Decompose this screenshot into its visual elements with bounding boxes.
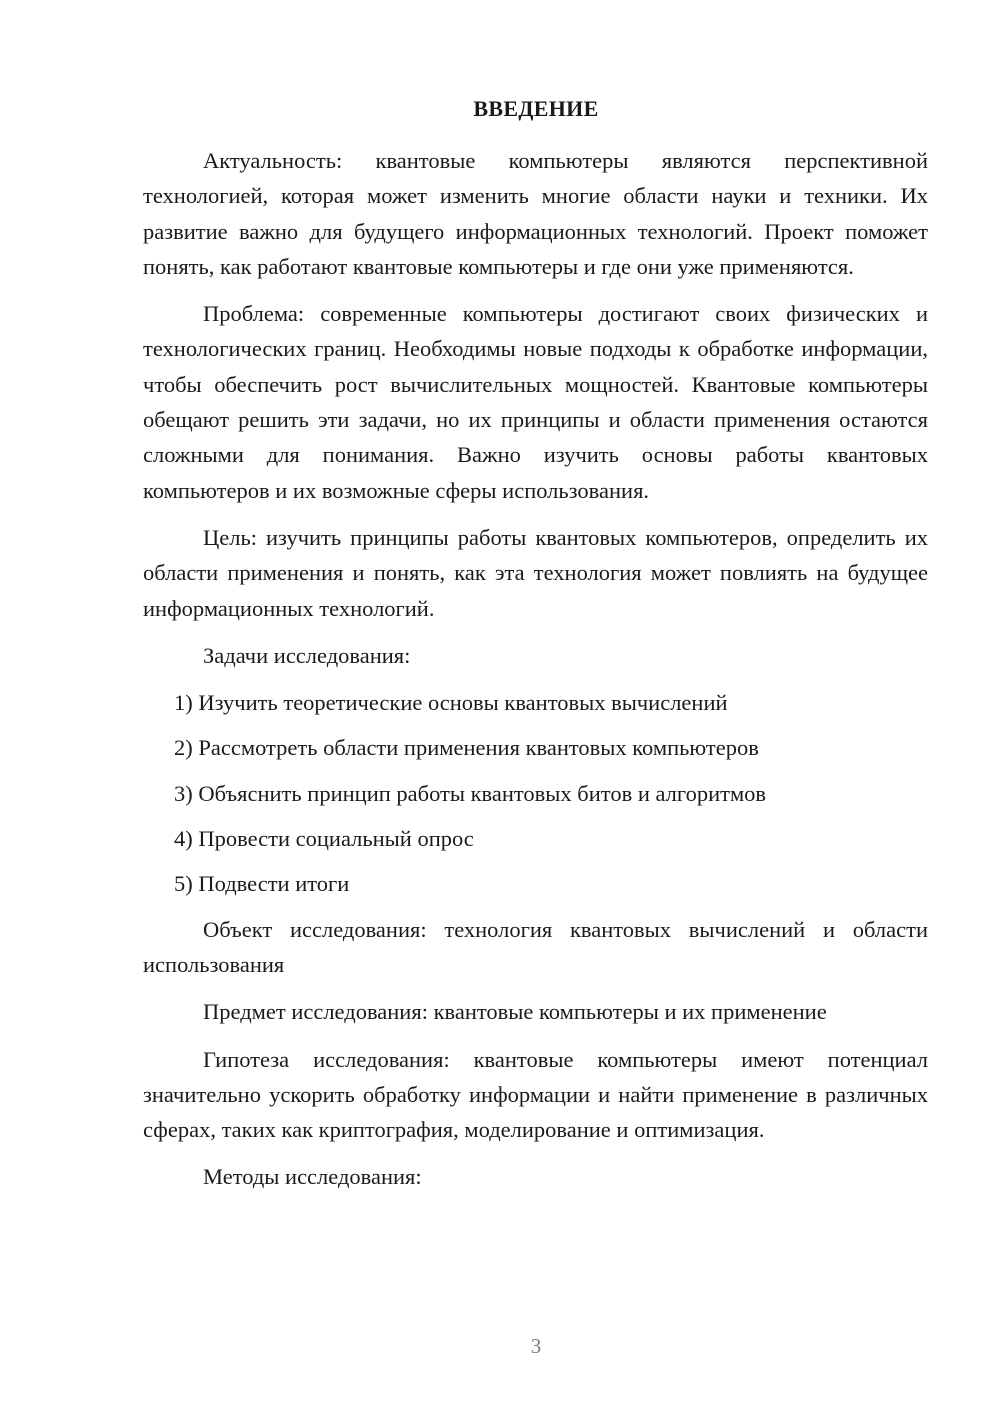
tasks-heading: Задачи исследования: — [203, 642, 411, 668]
page-number: 3 — [530, 1334, 542, 1358]
task-item: 3) Объяснить принцип работы квантовых битов и алгоритмов — [174, 780, 767, 806]
paragraph-relevance: Актуальность: квантовые компьютеры являются перспективной технологией, которая может изменить многие области науки и техники. Их развитие важно для будущего информационных технологий. Проект поможет понять, как работают квантовые компьютеры и где они уже применяются. — [143, 148, 928, 279]
paragraph-goal: Цель: изучить принципы работы квантовых компьютеров, определить их области применения и понять, как эта технология может повлиять на будущее информационных технологий. — [143, 524, 928, 621]
methods-heading: Методы исследования: — [203, 1164, 422, 1190]
task-item: 2) Рассмотреть области применения квантовых компьютеров — [174, 735, 759, 761]
paragraph-subject: Предмет исследования: квантовые компьютеры и их применение — [203, 999, 827, 1025]
task-item: 1) Изучить теоретические основы квантовых вычислений — [174, 690, 728, 716]
task-item: 4) Провести социальный опрос — [174, 826, 474, 852]
paragraph-hypothesis: Гипотеза исследования: квантовые компьютеры имеют потенциал значительно ускорить обработку информации и найти применение в различных сферах, таких как криптография, моделирование и оптимизация. — [143, 1046, 928, 1143]
paragraph-problem: Проблема: современные компьютеры достигают своих физических и технологических границ. Необходимы новые подходы к обработке информации, чтобы обеспечить рост вычислительных мощностей. Квантовые компьютеры обещают решить эти задачи, но их принципы и области применения остаются сложными для понимания. Важно изучить основы работы квантовых компьютеров и их возможные сферы использования. — [143, 301, 928, 503]
section-heading: ВВЕДЕНИЕ — [473, 96, 599, 121]
paragraph-object: Объект исследования: технология квантовых вычислений и области использования — [143, 916, 928, 977]
task-item: 5) Подвести итоги — [174, 871, 350, 897]
document-body — [143, 143, 928, 1207]
tasks-list — [143, 685, 928, 901]
